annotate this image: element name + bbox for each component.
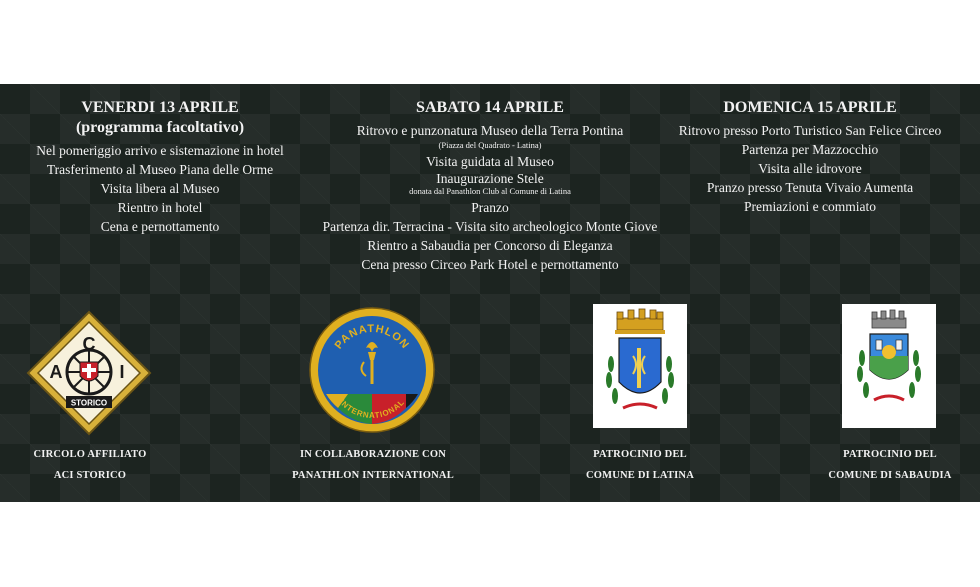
panathlon-international-logo — [308, 306, 436, 434]
sunday-item: Partenza per Mazzocchio — [741, 142, 879, 157]
friday-title: VENERDI 13 APRILE — [81, 99, 239, 116]
friday-item: Rientro in hotel — [117, 200, 203, 215]
caption-panathlon: IN COLLABORAZIONE CON PANATHLON INTERNATIONAL — [292, 449, 454, 481]
caption-latina: PATROCINIO DEL COMUNE DI LATINA — [585, 449, 694, 481]
aci-storico-logo — [26, 310, 152, 436]
caption-aci: CIRCOLO AFFILIATO ACI STORICO — [33, 449, 147, 481]
sunday-column — [670, 98, 950, 216]
saturday-item: Rientro a Sabaudia per Concorso di Eleganza — [367, 238, 613, 253]
sunday-title: DOMENICA 15 APRILE — [723, 99, 897, 116]
saturday-item-note: (Piazza del Quadrato - Latina) — [438, 140, 542, 150]
svg-text:STORICO: STORICO — [70, 398, 108, 408]
friday-column — [20, 98, 300, 236]
saturday-item: Inaugurazione Stele — [436, 171, 544, 186]
friday-subtitle: (programma facoltativo) — [75, 119, 245, 136]
saturday-item: Partenza dir. Terracina - Visita sito archeologico Monte Giove — [322, 219, 658, 234]
svg-text:C: C — [82, 334, 96, 354]
friday-item: Cena e pernottamento — [100, 219, 220, 234]
saturday-title: SABATO 14 APRILE — [416, 99, 564, 116]
saturday-item: Pranzo — [471, 200, 509, 215]
caption-sabaudia: PATROCINIO DEL COMUNE DI SABAUDIA — [828, 449, 952, 481]
svg-text:PANATHLON: PANATHLON — [332, 322, 412, 352]
saturday-item: Visita guidata al Museo — [426, 154, 554, 169]
saturday-item: Ritrovo e punzonatura Museo della Terra Pontina — [356, 123, 624, 138]
svg-text:I: I — [119, 362, 125, 382]
friday-item: Trasferimento al Museo Piana delle Orme — [46, 162, 274, 177]
comune-sabaudia-crest — [842, 304, 936, 428]
svg-text:A: A — [49, 362, 63, 382]
saturday-item: Cena presso Circeo Park Hotel e pernottamento — [361, 257, 619, 272]
svg-text:INTERNATIONAL: INTERNATIONAL — [337, 397, 407, 421]
sunday-item: Pranzo presso Tenuta Vivaio Aumenta — [706, 180, 914, 195]
friday-item: Visita libera al Museo — [100, 181, 220, 196]
friday-item: Nel pomeriggio arrivo e sistemazione in hotel — [36, 143, 284, 158]
sunday-item: Premiazioni e commiato — [744, 199, 876, 214]
sunday-item: Ritrovo presso Porto Turistico San Felice Circeo — [678, 123, 942, 138]
comune-latina-crest — [593, 304, 687, 428]
saturday-item-note: donata dal Panathlon Club al Comune di Latina — [409, 186, 571, 196]
program-banner — [0, 84, 980, 502]
sunday-item: Visita alle idrovore — [758, 161, 862, 176]
saturday-column — [300, 98, 680, 274]
